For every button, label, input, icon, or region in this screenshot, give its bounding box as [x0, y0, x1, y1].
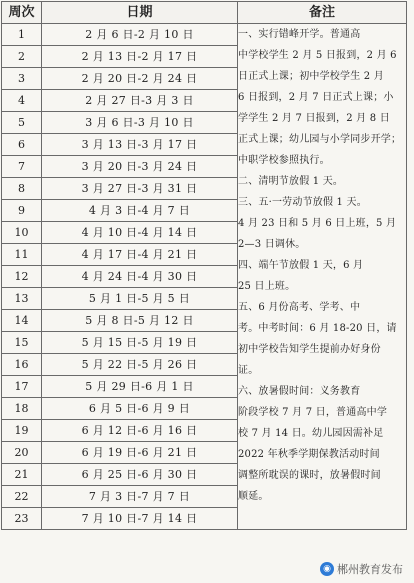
- week-number-cell: 10: [2, 222, 42, 244]
- date-range-cell: 2 月 20 日-2 月 24 日: [42, 68, 238, 90]
- date-range-cell: 6 月 25 日-6 月 30 日: [42, 464, 238, 486]
- date-range-cell: 3 月 27 日-3 月 31 日: [42, 178, 238, 200]
- wechat-icon: ◉: [320, 562, 334, 576]
- week-number-cell: 4: [2, 90, 42, 112]
- week-number-cell: 5: [2, 112, 42, 134]
- note-line: 调整所耽误的课时，放暑假时间: [238, 470, 381, 481]
- note-line: 校 7 月 14 日。幼儿园因需补足: [238, 428, 384, 439]
- week-number-cell: 18: [2, 398, 42, 420]
- date-range-cell: 7 月 10 日-7 月 14 日: [42, 508, 238, 530]
- note-line: 五、6 月份高考、学考、中: [238, 302, 361, 313]
- date-range-cell: 2 月 27 日-3 月 3 日: [42, 90, 238, 112]
- date-range-cell: 4 月 17 日-4 月 21 日: [42, 244, 238, 266]
- note-line: 正式上课；幼儿园与小学同步开学；: [238, 134, 402, 145]
- notes-cell: [238, 24, 407, 530]
- note-line: 6 日报到，2 月 7 日正式上课；小: [238, 92, 394, 103]
- school-calendar-table: [1, 1, 407, 530]
- week-number-cell: 3: [2, 68, 42, 90]
- week-number-cell: 6: [2, 134, 42, 156]
- note-line: 证。: [238, 365, 259, 376]
- note-line: 初中学校告知学生提前办好身份: [238, 344, 381, 355]
- week-number-cell: 19: [2, 420, 42, 442]
- note-line: 中职学校参照执行。: [238, 155, 330, 166]
- week-number-cell: 12: [2, 266, 42, 288]
- note-line: 顺延。: [238, 491, 269, 502]
- header-date: 日期: [42, 2, 238, 24]
- date-range-cell: 2 月 6 日-2 月 10 日: [42, 24, 238, 46]
- week-number-cell: 14: [2, 310, 42, 332]
- date-range-cell: 5 月 29 日-6 月 1 日: [42, 376, 238, 398]
- week-number-cell: 13: [2, 288, 42, 310]
- date-range-cell: 4 月 24 日-4 月 30 日: [42, 266, 238, 288]
- date-range-cell: 3 月 6 日-3 月 10 日: [42, 112, 238, 134]
- calendar-body: [2, 24, 407, 530]
- week-number-cell: 21: [2, 464, 42, 486]
- date-range-cell: 6 月 19 日-6 月 21 日: [42, 442, 238, 464]
- note-line: 2—3 日调休。: [238, 239, 306, 250]
- note-line: 四、端午节放假 1 天，6 月: [238, 260, 364, 271]
- header-note: 备注: [238, 2, 407, 24]
- note-line: 2022 年秋季学期保教活动时间: [238, 449, 380, 460]
- date-range-cell: 7 月 3 日-7 月 7 日: [42, 486, 238, 508]
- week-number-cell: 7: [2, 156, 42, 178]
- note-line: 4 月 23 日和 5 月 6 日上班，5 月: [238, 218, 397, 229]
- date-range-cell: 5 月 22 日-5 月 26 日: [42, 354, 238, 376]
- date-range-cell: 2 月 13 日-2 月 17 日: [42, 46, 238, 68]
- note-line: 二、清明节放假 1 天。: [238, 176, 344, 187]
- week-number-cell: 9: [2, 200, 42, 222]
- week-number-cell: 20: [2, 442, 42, 464]
- week-number-cell: 16: [2, 354, 42, 376]
- week-number-cell: 17: [2, 376, 42, 398]
- date-range-cell: 3 月 13 日-3 月 17 日: [42, 134, 238, 156]
- week-number-cell: 8: [2, 178, 42, 200]
- date-range-cell: 6 月 5 日-6 月 9 日: [42, 398, 238, 420]
- watermark-text: 郴州教育发布: [337, 563, 403, 576]
- date-range-cell: 5 月 8 日-5 月 12 日: [42, 310, 238, 332]
- note-line: 25 日上班。: [238, 281, 296, 292]
- week-number-cell: 22: [2, 486, 42, 508]
- watermark: [317, 560, 406, 578]
- note-line: 阶段学校 7 月 7 日，普通高中学: [238, 407, 388, 418]
- date-range-cell: 5 月 15 日-5 月 19 日: [42, 332, 238, 354]
- note-line: 学学生 2 月 7 日报到，2 月 8 日: [238, 113, 390, 124]
- date-range-cell: 4 月 10 日-4 月 14 日: [42, 222, 238, 244]
- week-number-cell: 15: [2, 332, 42, 354]
- note-line: 中学校学生 2 月 5 日报到，2 月 6: [238, 50, 397, 61]
- note-line: 六、放暑假时间：义务教育: [238, 386, 361, 397]
- date-range-cell: 5 月 1 日-5 月 5 日: [42, 288, 238, 310]
- week-number-cell: 23: [2, 508, 42, 530]
- note-line: 三、五·一劳动节放假 1 天。: [238, 197, 367, 208]
- note-line: 一、实行错峰开学。普通高: [238, 29, 361, 40]
- note-line: 考。中考时间：6 月 18-20 日，请: [238, 323, 397, 334]
- header-week: 周次: [2, 2, 42, 24]
- week-number-cell: 11: [2, 244, 42, 266]
- week-number-cell: 2: [2, 46, 42, 68]
- table-row: [2, 24, 407, 46]
- week-number-cell: 1: [2, 24, 42, 46]
- date-range-cell: 4 月 3 日-4 月 7 日: [42, 200, 238, 222]
- header-row: [2, 2, 407, 24]
- date-range-cell: 6 月 12 日-6 月 16 日: [42, 420, 238, 442]
- note-line: 日正式上课；初中学校学生 2 月: [238, 71, 384, 82]
- date-range-cell: 3 月 20 日-3 月 24 日: [42, 156, 238, 178]
